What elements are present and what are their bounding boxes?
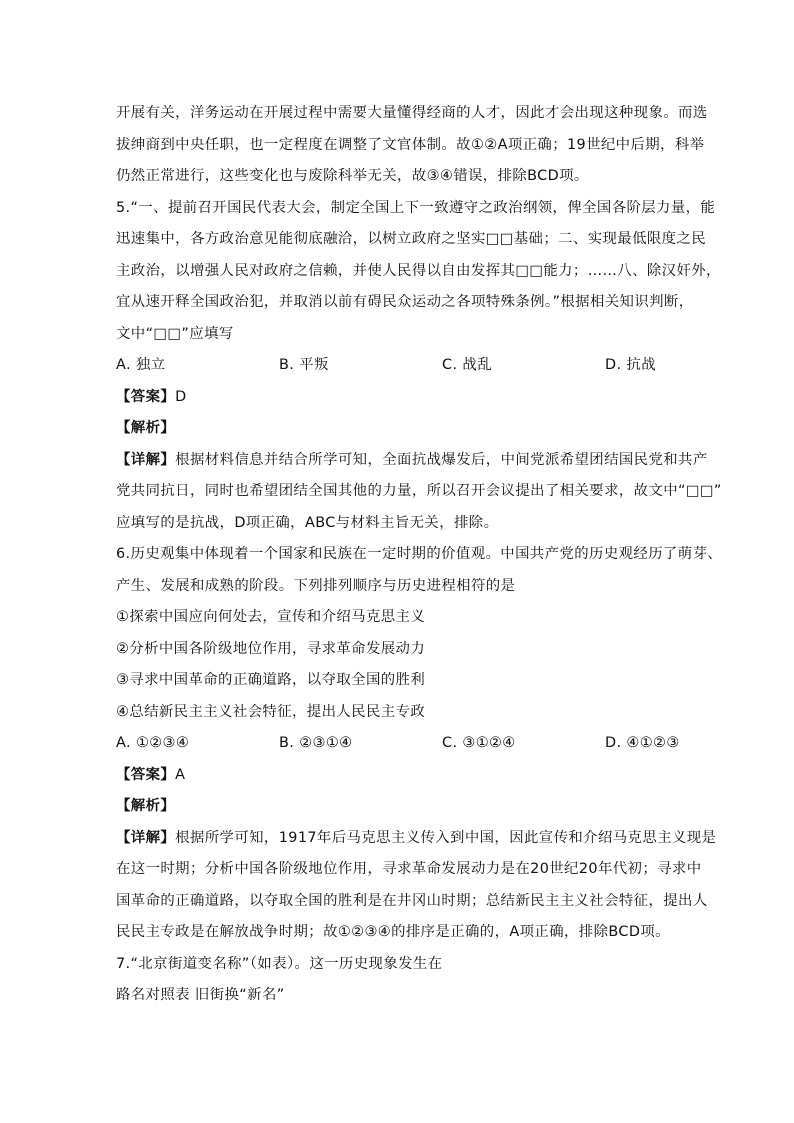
detail-text: 根据所学可知，1917年后马克思主义传入到中国，因此宣传和介绍马克思主义现是 (175, 829, 717, 846)
detail-line: 应填写的是抗战，D项正确，ABC与材料主旨无关，排除。 (116, 514, 499, 531)
statement-item: ③寻求中国革命的正确道路，以夺取全国的胜利 (116, 672, 426, 688)
option-a: A. 独立 (116, 357, 166, 373)
table-caption: 路名对照表 旧街换“新名” (116, 987, 285, 1003)
question-stem-line: 迅速集中，各方政治意见能彻底融洽，以树立政府之坚实□□基础；二、实现最低限度之民 (116, 231, 707, 247)
analysis-heading (116, 413, 682, 445)
option-c: C. ③①②④ (442, 735, 516, 751)
answer-tag: 【答案】 (116, 766, 176, 783)
question-5 (116, 193, 722, 540)
option-b: B. ②③①④ (279, 735, 353, 751)
detail-line (116, 823, 717, 855)
question-stem-line: 7.“北京街道变名称”（如表）。这一历史现象发生在 (116, 955, 443, 972)
question-stem-line: 主政治，以增强人民对政府之信赖，并使人民得以自由发挥其□□能力；……八、除汉奸外， (116, 262, 721, 279)
analysis-tag: 【解析】 (116, 420, 176, 436)
question-4-analysis-tail (116, 98, 708, 193)
detail-line: 在这一时期；分析中国各阶级地位作用，寻求革命发展动力是在20世纪20年代初；寻求中 (116, 861, 702, 877)
paragraph-line: 开展有关，洋务运动在开展过程中需要大量懂得经商的人才，因此才会出现这种现象。而选 (116, 105, 708, 121)
detail-tag: 【详解】 (116, 451, 176, 468)
analysis-tag: 【解析】 (116, 798, 176, 814)
answer-line (116, 760, 682, 792)
analysis-heading (116, 791, 682, 823)
answer-line (116, 382, 682, 414)
paragraph-line: 拔绅商到中央任职，也一定程度在调整了文官体制。故①②A项正确；19世纪中后期，科举 (116, 136, 705, 153)
detail-text: 根据材料信息并结合所学可知，全面抗战爆发后，中间党派希望团结国民党和共产 (175, 451, 708, 468)
question-6 (116, 539, 723, 949)
statement-item: ②分析中国各阶级地位作用，寻求革命发展动力 (116, 640, 426, 657)
question-stem-line: 6.历史观集中体现着一个国家和民族在一定时期的价值观。中国共产党的历史观经历了萌芽、 (116, 546, 723, 562)
question-stem-line: 宜从速开释全国政治犯，并取消以前有碍民众运动之各项特殊条例。”根据相关知识判断， (116, 294, 694, 310)
detail-line (116, 445, 708, 477)
option-b: B. 平叛 (279, 357, 329, 373)
question-stem-line: 5.“一、提前召开国民代表大会，制定全国上下一致遵守之政治纲领，俾全国各阶层力量，能 (116, 199, 716, 216)
answer-options (116, 728, 682, 760)
answer-value: A (175, 766, 186, 783)
question-stem-line: 文中“□□”应填写 (116, 325, 234, 342)
option-d: D. ④①②③ (605, 735, 680, 751)
option-a: A. ①②③④ (116, 735, 190, 751)
detail-line: 国革命的正确道路，以夺取全国的胜利是在井冈山时期；总结新民主主义社会特征，提出人 (116, 892, 708, 909)
question-7 (116, 949, 682, 1012)
statement-item: ④总结新民主主义社会特征，提出人民民主专政 (116, 703, 426, 720)
statement-item: ①探索中国应向何处去，宣传和介绍马克思主义 (116, 609, 426, 625)
option-d: D. 抗战 (605, 357, 657, 373)
answer-value: D (175, 388, 187, 405)
detail-line: 民民主专政是在解放战争时期；故①②③④的排序是正确的，A项正确，排除BCD项。 (116, 924, 670, 940)
answer-tag: 【答案】 (116, 388, 176, 405)
question-stem-line: 产生、发展和成熟的阶段。下列排列顺序与历史进程相符的是 (116, 577, 516, 594)
option-c: C. 战乱 (442, 357, 492, 373)
detail-tag: 【详解】 (116, 829, 176, 846)
paragraph-line: 仍然正常进行，这些变化也与废除科举无关，故③④错误，排除BCD项。 (116, 168, 589, 184)
document-body (116, 98, 723, 1012)
answer-options (116, 350, 682, 382)
detail-line: 党共同抗日，同时也希望团结全国其他的力量，所以召开会议提出了相关要求，故文中“□□” (116, 483, 722, 499)
